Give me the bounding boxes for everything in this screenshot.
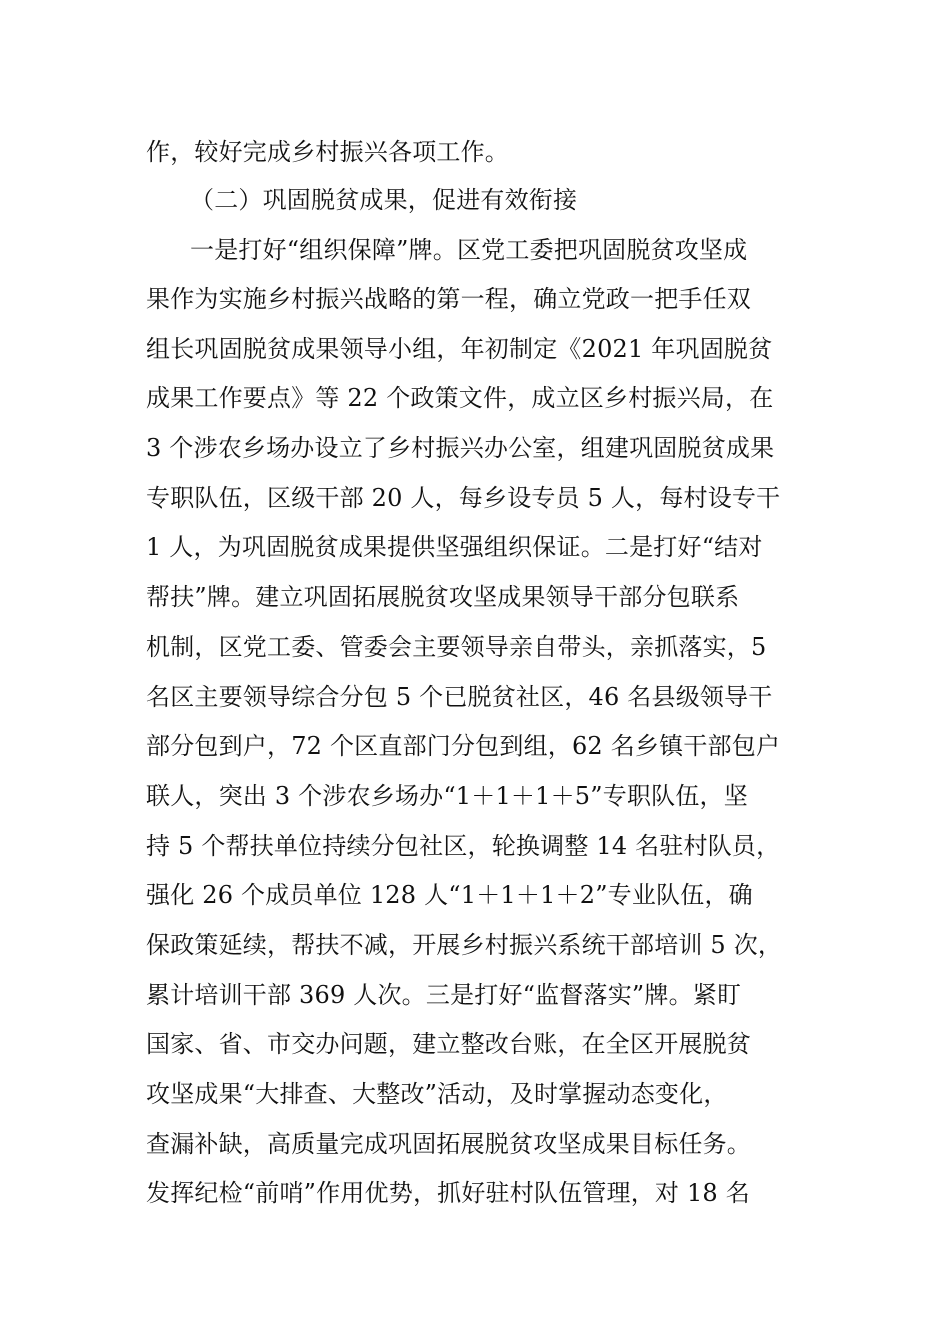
text-line: 机制，区党工委、管委会主要领导亲自带头，亲抓落实，5 <box>146 633 767 661</box>
text-line: 1 人，为巩固脱贫成果提供坚强组织保证。二是打好“结对 <box>146 533 763 561</box>
text-line: 3 个涉农乡场办设立了乡村振兴办公室，组建巩固脱贫成果 <box>146 434 775 462</box>
text-line: 帮扶”牌。建立巩固拓展脱贫攻坚成果领导干部分包联系 <box>146 583 740 611</box>
text-line: 累计培训干部 369 人次。三是打好“监督落实”牌。紧盯 <box>146 981 742 1009</box>
text-line: 发挥纪检“前哨”作用优势，抓好驻村队伍管理，对 18 名 <box>146 1179 750 1207</box>
text-line: 作，较好完成乡村振兴各项工作。 <box>146 138 509 166</box>
text-line: 一是打好“组织保障”牌。区党工委把巩固脱贫攻坚成 <box>190 236 748 264</box>
text-line: 专职队伍，区级干部 20 人，每乡设专员 5 人，每村设专干 <box>146 484 781 512</box>
text-line: 持 5 个帮扶单位持续分包社区，轮换调整 14 名驻村队员， <box>146 832 781 860</box>
text-line: 保政策延续，帮扶不减，开展乡村振兴系统干部培训 5 次， <box>146 931 783 959</box>
text-line: 名区主要领导综合分包 5 个已脱贫社区，46 名县级领导干 <box>146 683 773 711</box>
text-line: 部分包到户，72 个区直部门分包到组，62 名乡镇干部包户 <box>146 732 781 760</box>
text-line: 成果工作要点》等 22 个政策文件，成立区乡村振兴局，在 <box>146 384 774 412</box>
text-line: 组长巩固脱贫成果领导小组，年初制定《2021 年巩固脱贫 <box>146 335 773 363</box>
text-line: 果作为实施乡村振兴战略的第一程，确立党政一把手任双 <box>146 285 751 313</box>
text-line: 联人，突出 3 个涉农乡场办“1＋1＋1＋5”专职队伍，坚 <box>146 782 748 810</box>
text-line: 强化 26 个成员单位 128 人“1＋1＋1＋2”专业队伍，确 <box>146 881 753 909</box>
text-line: 查漏补缺，高质量完成巩固拓展脱贫攻坚成果目标任务。 <box>146 1130 751 1158</box>
text-line: 国家、省、市交办问题，建立整改台账，在全区开展脱贫 <box>146 1030 751 1058</box>
text-line: 攻坚成果“大排查、大整改”活动，及时掌握动态变化， <box>146 1080 728 1108</box>
section-heading: （二）巩固脱贫成果，促进有效衔接 <box>190 186 578 214</box>
